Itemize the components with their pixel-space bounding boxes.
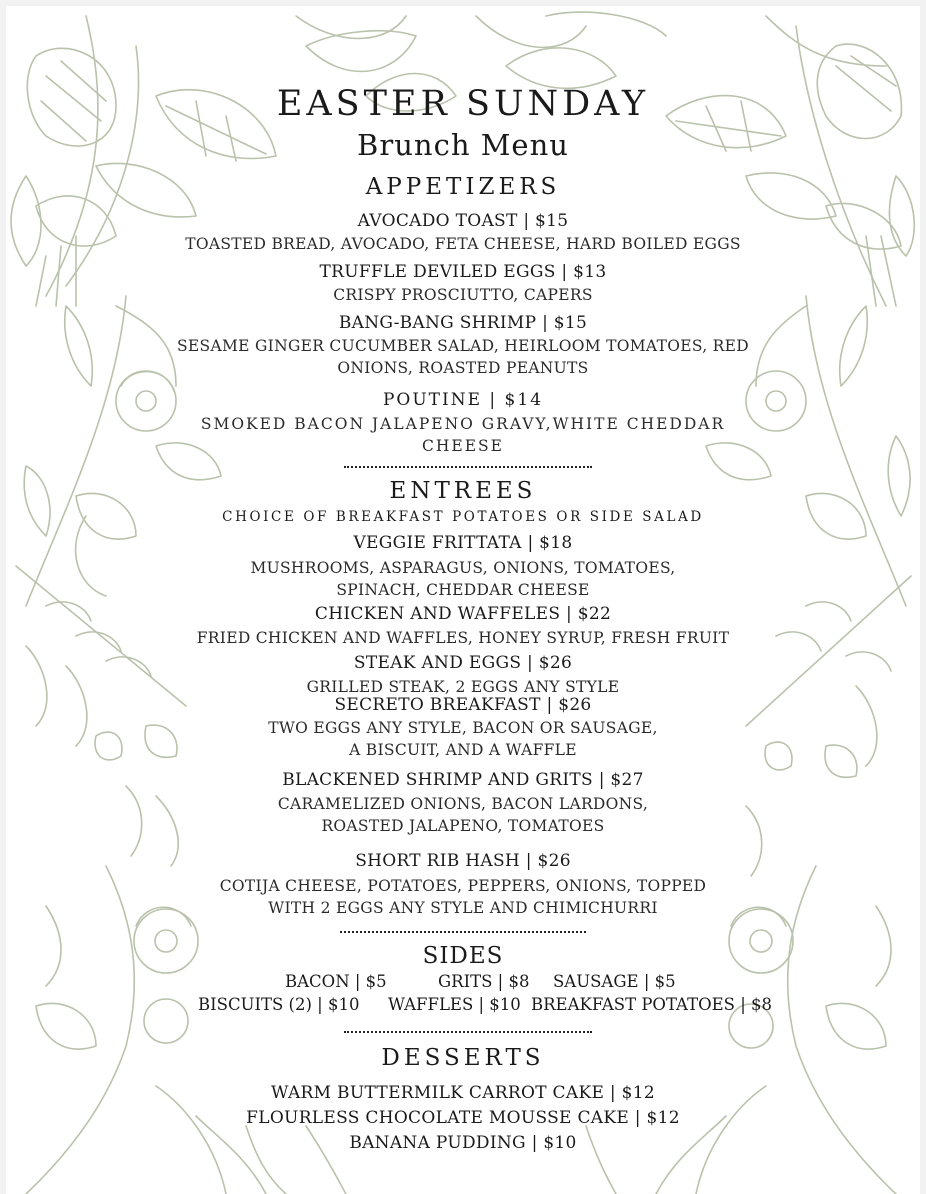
menu-item-description: SESAME GINGER CUCUMBER SALAD, HEIRLOOM TOMATOES, RED xyxy=(177,337,749,355)
menu-item-description: FRIED CHICKEN AND WAFFLES, HONEY SYRUP, FRESH FRUIT xyxy=(196,629,730,647)
section-heading-sides: SIDES xyxy=(422,943,504,969)
menu-item-description: A BISCUIT, AND A WAFFLE xyxy=(349,741,577,759)
side-item: GRITS | $8 xyxy=(438,972,530,991)
menu-item-description: TWO EGGS ANY STYLE, BACON OR SAUSAGE, xyxy=(268,719,658,737)
menu-item-name: AVOCADO TOAST | $15 xyxy=(357,211,569,231)
menu-item-description: SMOKED BACON JALAPENO GRAVY,WHITE CHEDDAR xyxy=(200,415,726,433)
menu-item-name: TRUFFLE DEVILED EGGS | $13 xyxy=(319,262,607,282)
menu-page xyxy=(6,6,920,1194)
menu-item-description: TOASTED BREAD, AVOCADO, FETA CHEESE, HARD BOILED EGGS xyxy=(185,235,741,253)
menu-item-description: COTIJA CHEESE, POTATOES, PEPPERS, ONIONS, TOPPED xyxy=(219,877,707,895)
menu-item-name: CHICKEN AND WAFFELES | $22 xyxy=(314,604,612,624)
dessert-item: WARM BUTTERMILK CARROT CAKE | $12 xyxy=(271,1083,655,1103)
side-item: SAUSAGE | $5 xyxy=(553,972,676,991)
dessert-item: BANANA PUDDING | $10 xyxy=(349,1133,577,1153)
menu-item-description: WITH 2 EGGS ANY STYLE AND CHIMICHURRI xyxy=(268,899,658,917)
menu-item-name: POUTINE | $14 xyxy=(382,390,544,410)
side-item: BACON | $5 xyxy=(285,972,387,991)
menu-item-description: ROASTED JALAPENO, TOMATOES xyxy=(321,817,605,835)
menu-item-description: CRISPY PROSCIUTTO, CAPERS xyxy=(333,286,593,304)
menu-item-description: GRILLED STEAK, 2 EGGS ANY STYLE xyxy=(306,678,620,696)
side-item: BISCUITS (2) | $10 xyxy=(198,995,360,1014)
menu-item-description: ONIONS, ROASTED PEANUTS xyxy=(337,359,589,377)
menu-item-name: BLACKENED SHRIMP AND GRITS | $27 xyxy=(282,770,644,790)
section-heading-appetizers: APPETIZERS xyxy=(365,174,561,200)
section-divider xyxy=(344,466,592,468)
menu-item-description: CARAMELIZED ONIONS, BACON LARDONS, xyxy=(277,795,649,813)
menu-item-name: SHORT RIB HASH | $26 xyxy=(355,851,571,871)
section-heading-entrees: ENTREES xyxy=(389,478,537,504)
menu-title: EASTER SUNDAY xyxy=(276,84,650,124)
menu-item-name: BANG-BANG SHRIMP | $15 xyxy=(338,313,588,333)
section-divider xyxy=(344,1031,592,1033)
menu-item-name: STEAK AND EGGS | $26 xyxy=(353,653,573,673)
menu-item-description: SPINACH, CHEDDAR CHEESE xyxy=(336,581,590,599)
menu-item-name: VEGGIE FRITTATA | $18 xyxy=(353,533,573,553)
menu-content xyxy=(6,6,920,1194)
menu-item-name: SECRETO BREAKFAST | $26 xyxy=(334,695,592,715)
menu-item-description: MUSHROOMS, ASPARAGUS, ONIONS, TOMATOES, xyxy=(250,559,676,577)
dessert-item: FLOURLESS CHOCOLATE MOUSSE CAKE | $12 xyxy=(246,1108,680,1128)
section-heading-desserts: DESSERTS xyxy=(381,1045,545,1071)
menu-subtitle: Brunch Menu xyxy=(357,128,569,162)
side-item: BREAKFAST POTATOES | $8 xyxy=(531,995,772,1014)
entrees-note: CHOICE OF BREAKFAST POTATOES OR SIDE SALAD xyxy=(222,509,704,525)
menu-item-description: CHEESE xyxy=(422,437,504,455)
side-item: WAFFLES | $10 xyxy=(388,995,521,1014)
section-divider xyxy=(340,931,586,933)
